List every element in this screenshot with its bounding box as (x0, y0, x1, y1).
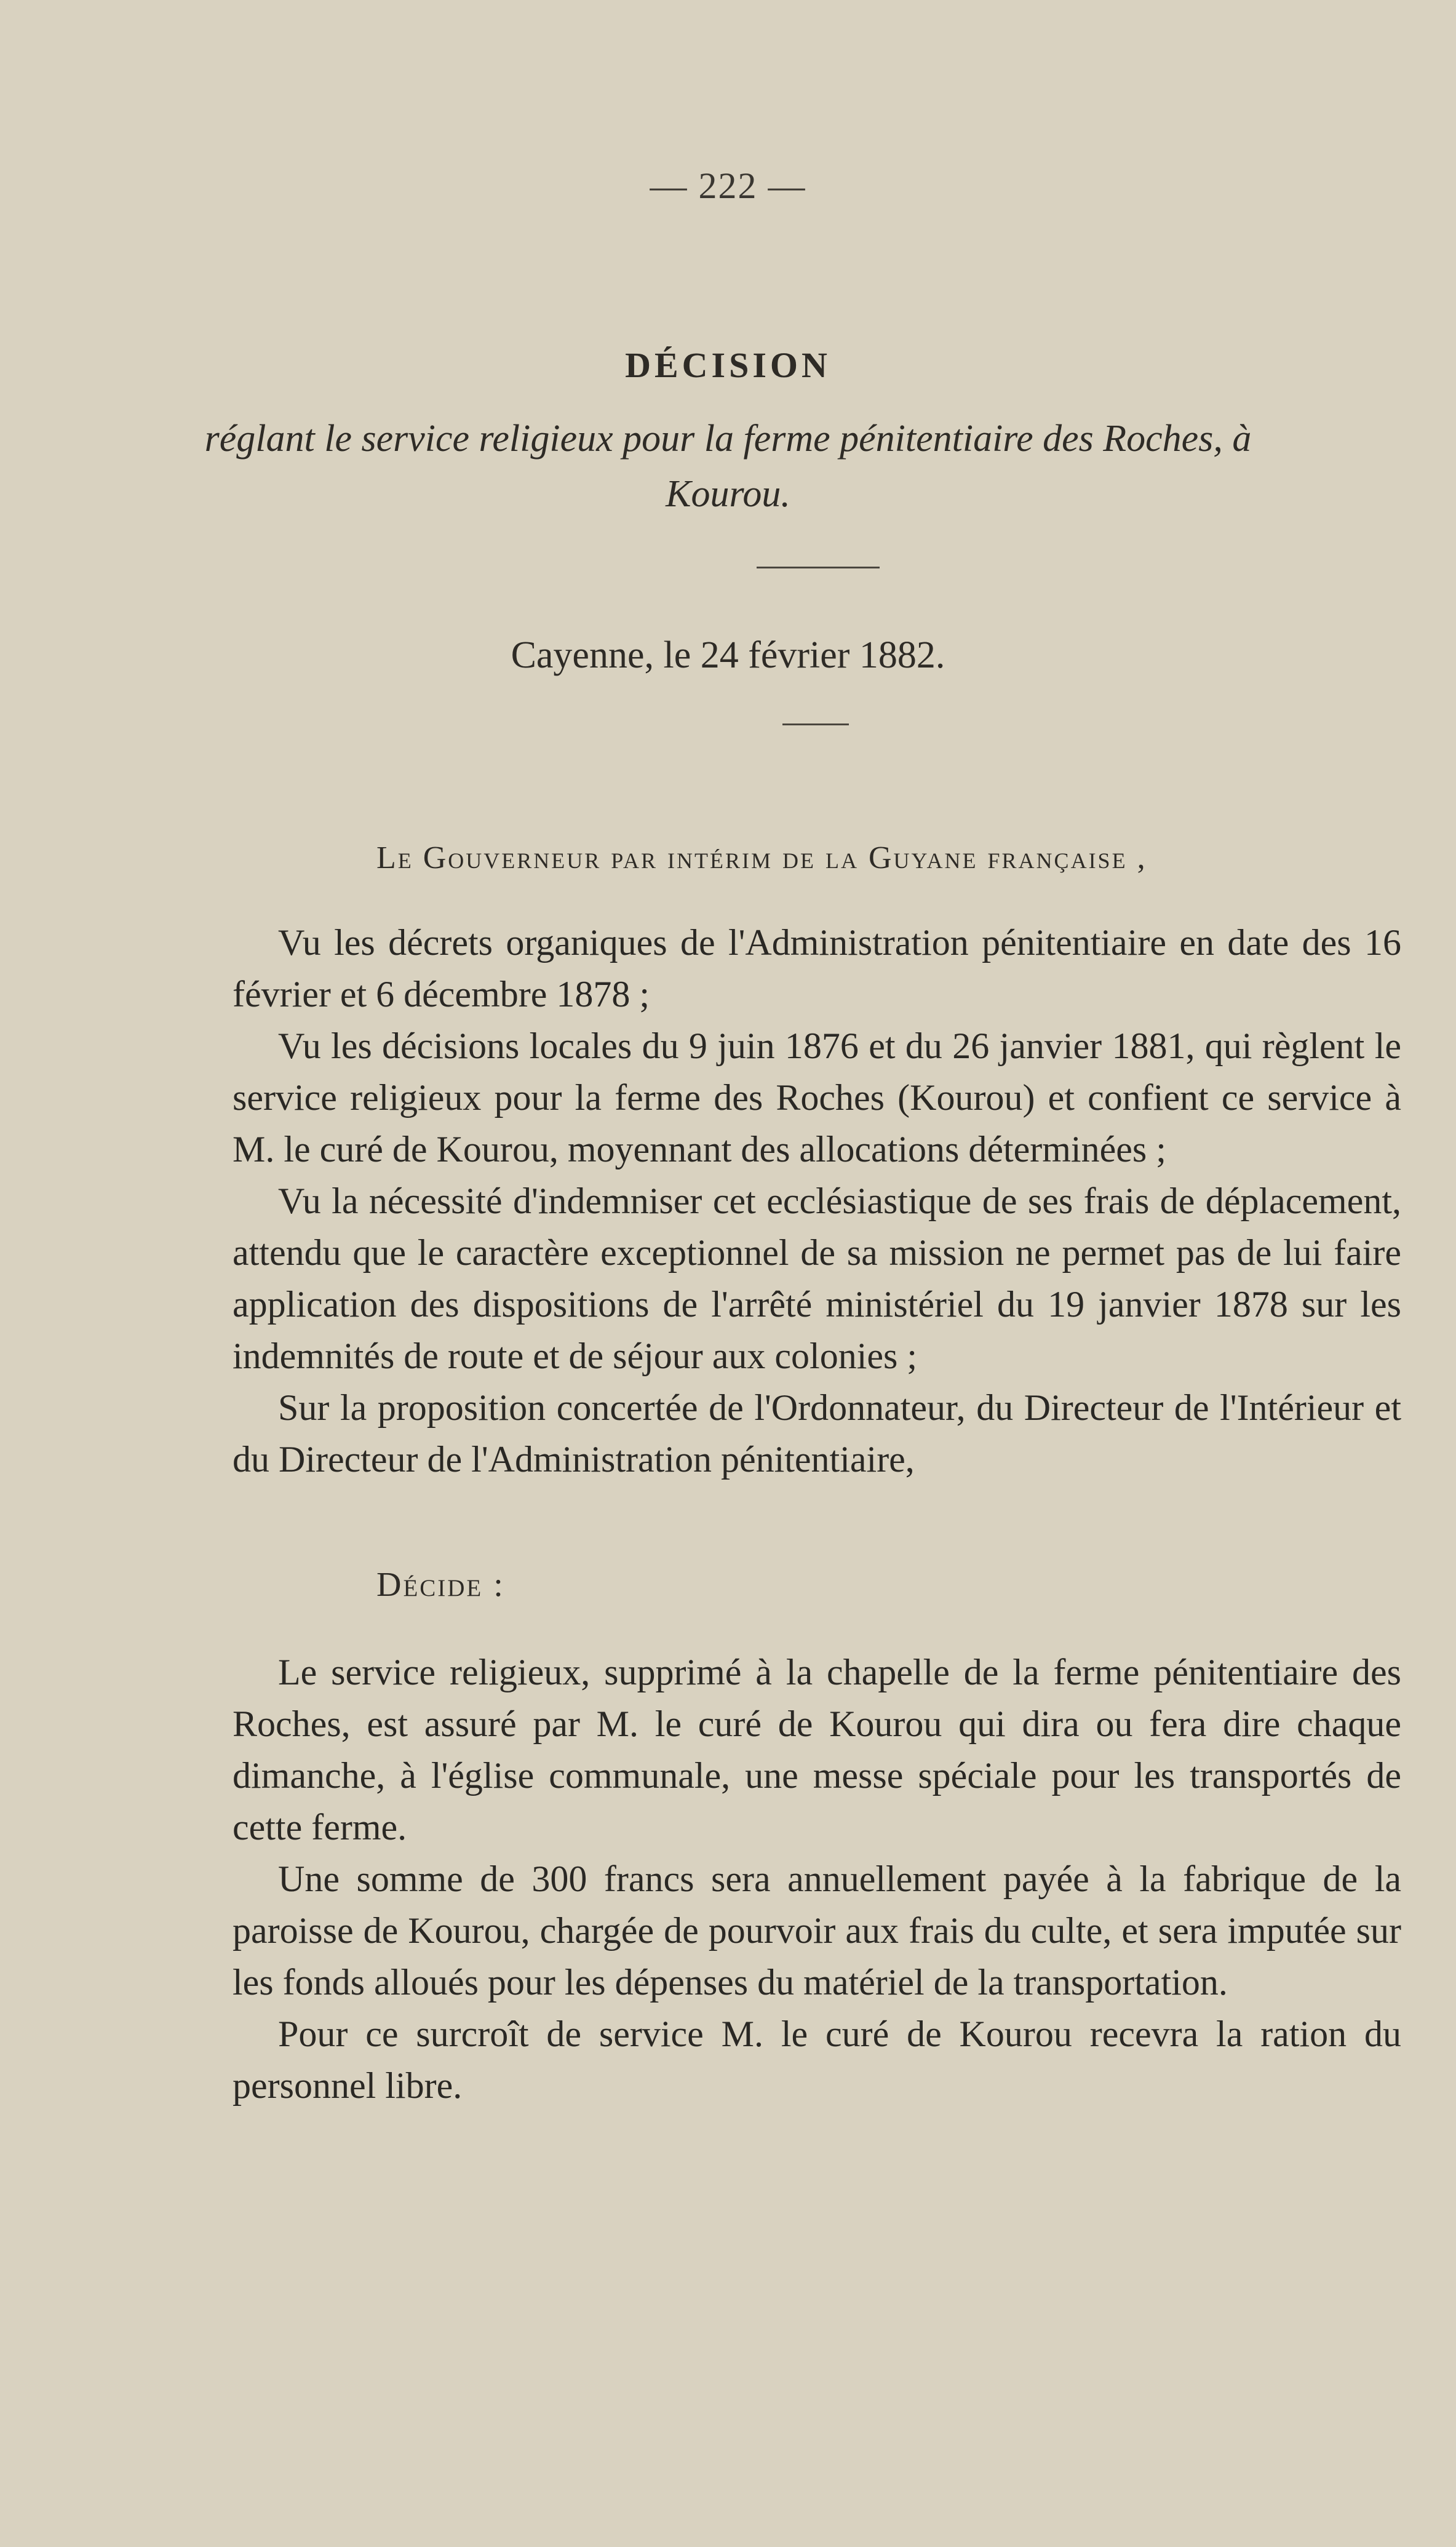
title-divider (757, 567, 880, 568)
preamble-heading: Le Gouverneur par intérim de la Guyane française , (376, 840, 1147, 875)
date-line: Cayenne, le 24 février 1882. (511, 634, 945, 676)
document-subtitle: réglant le service religieux pour la ferme pénitentiaire des Roches, à Kourou. (204, 418, 1252, 515)
date-divider (782, 723, 849, 725)
consideration-paragraph: Vu les décisions locales du 9 juin 1876 et du 26 janvier 1881, qui règlent le service religieux pour la ferme des Roches (Kourou) et confient ce service à M. le curé de Kourou, moyennant des allocations déterminées ; (233, 1026, 1401, 1170)
decide-label: Décide : (376, 1566, 505, 1604)
decision-paragraph: Le service religieux, supprimé à la chapelle de la ferme pénitentiaire des Roches, est assuré par M. le curé de Kourou qui dira ou fera dire chaque dimanche, à l'église communale, une messe spéciale pour les transportés de cette ferme. (233, 1652, 1401, 1847)
consideration-paragraph: Vu les décrets organiques de l'Administration pénitentiaire en date des 16 février et 6 décembre 1878 ; (233, 922, 1401, 1014)
considerations-block (233, 917, 1401, 1485)
page-number: — 222 — (650, 165, 806, 206)
decision-paragraph: Pour ce surcroît de service M. le curé de Kourou recevra la ration du personnel libre. (233, 2014, 1401, 2106)
decision-paragraph: Une somme de 300 francs sera annuellement payée à la fabrique de la paroisse de Kourou, chargée de pourvoir aux frais du culte, et sera imputée sur les fonds alloués pour les dépenses du matériel de la transportation. (233, 1859, 1401, 2003)
document-title: DÉCISION (625, 345, 831, 385)
consideration-paragraph: Vu la nécessité d'indemniser cet ecclésiastique de ses frais de déplacement, attendu que le caractère exceptionnel de sa mission ne permet pas de lui faire application des dispositions de l'arrêté ministériel du 19 janvier 1878 sur les indemnités de route et de séjour aux colonies ; (233, 1181, 1401, 1376)
decision-block (233, 1646, 1401, 2111)
consideration-paragraph: Sur la proposition concertée de l'Ordonnateur, du Directeur de l'Intérieur et du Directeur de l'Administration pénitentiaire, (233, 1387, 1401, 1480)
